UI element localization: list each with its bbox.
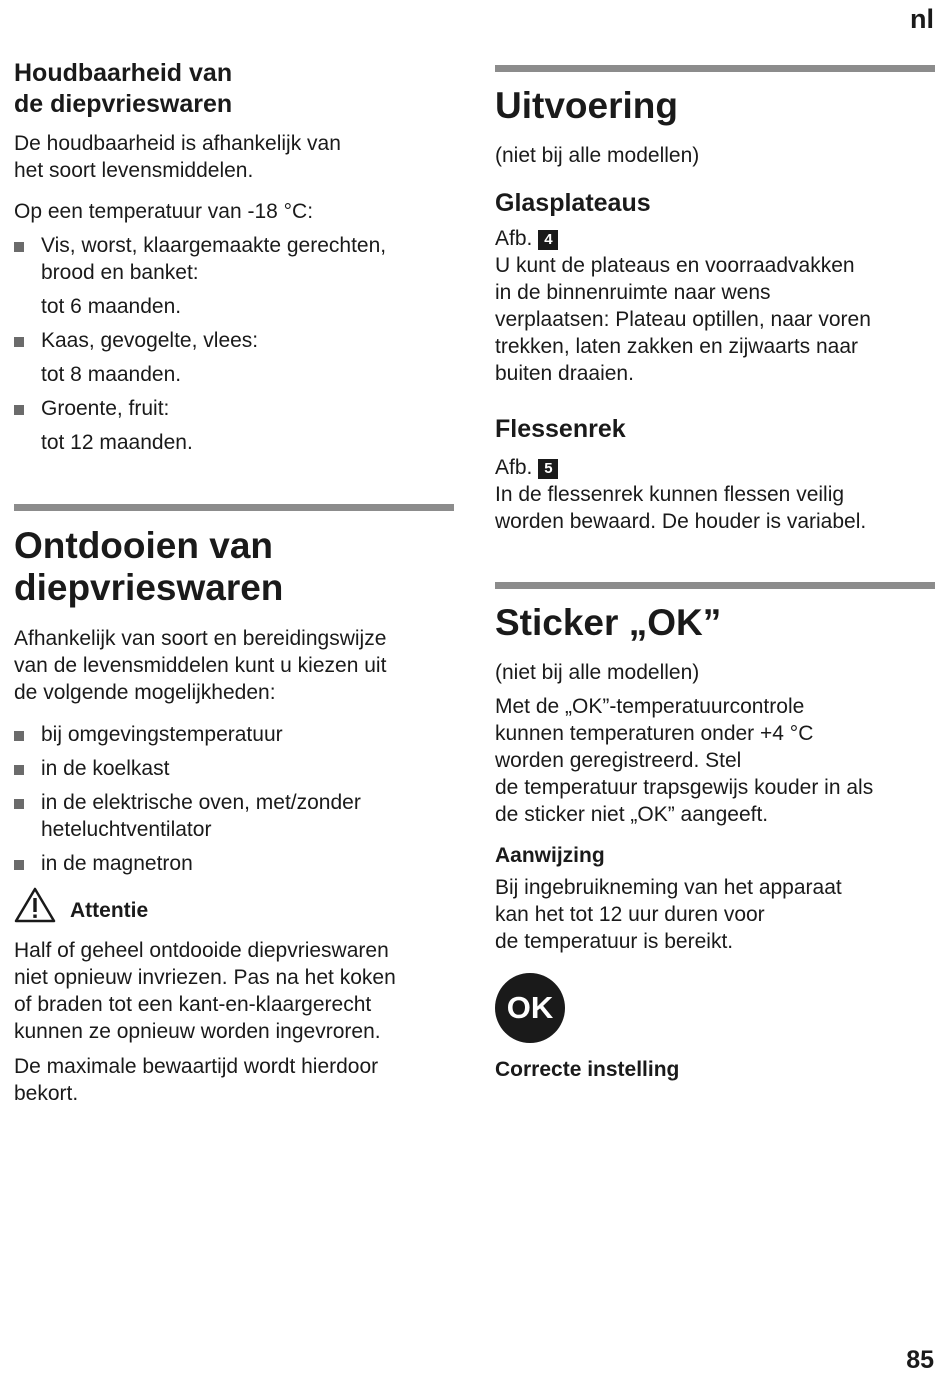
shelf-intro: [14, 130, 454, 184]
text-line: worden geregistreerd. Stel: [495, 749, 742, 772]
section-title-shelf-life: [14, 58, 454, 120]
figure-ref-label: Afb.: [495, 456, 533, 479]
bullet-square-icon: [14, 765, 24, 775]
section-title-uitvoering: Uitvoering: [495, 85, 678, 126]
bullet-square-icon: [14, 405, 24, 415]
title-line: diepvrieswaren: [14, 567, 284, 608]
warning-triangle-icon: [14, 886, 56, 924]
shelf-list: [14, 395, 454, 422]
storage-note: [14, 1053, 454, 1107]
language-label: nl: [910, 4, 934, 34]
text-line: het soort levensmiddelen.: [14, 159, 254, 182]
section-divider: [14, 504, 454, 511]
text-line: bekort.: [14, 1082, 79, 1105]
text-line: de sticker niet „OK” aangeeft.: [495, 803, 769, 826]
section-title-thawing: [14, 525, 454, 609]
figure-ref-label: Afb.: [495, 227, 533, 250]
text-line: niet opnieuw invriezen. Pas na het koken: [14, 966, 396, 989]
text-line: verplaatsen: Plateau optillen, naar voren: [495, 308, 871, 331]
text-line: of braden tot een kant-en-klaargerecht: [14, 993, 372, 1016]
list-item: Groente, fruit:: [14, 395, 454, 422]
sticker-text: [495, 693, 935, 828]
text-line: de temperatuur trapsgewijs kouder in als: [495, 776, 874, 799]
bullet-square-icon: [14, 337, 24, 347]
text-line: kunnen temperaturen onder +4 °C: [495, 722, 814, 745]
text-line: De maximale bewaartijd wordt hierdoor: [14, 1055, 379, 1078]
text-line: kunnen ze opnieuw worden ingevroren.: [14, 1020, 381, 1043]
text-line: de volgende mogelijkheden:: [14, 681, 276, 704]
subsection-title-bottle-rack: Flessenrek: [495, 415, 626, 443]
glass-shelves-text: [495, 252, 935, 387]
left-column: [14, 0, 454, 1107]
right-column: [495, 0, 935, 1083]
text-line: Half of geheel ontdooide diepvrieswaren: [14, 939, 389, 962]
text-line: buiten draaien.: [495, 362, 634, 385]
figure-number-badge: 4: [538, 230, 558, 250]
text-line: de temperatuur is bereikt.: [495, 930, 734, 953]
warning-label: Attentie: [70, 899, 149, 922]
text-line: kan het tot 12 uur duren voor: [495, 903, 765, 926]
list-subtext: tot 12 maanden.: [41, 431, 193, 454]
bottle-rack-text: [495, 481, 935, 535]
list-item: bij omgevingstemperatuur: [14, 721, 454, 748]
text-line: Bij ingebruikneming van het apparaat: [495, 876, 842, 899]
shelf-list: [14, 327, 454, 354]
bullet-square-icon: [14, 731, 24, 741]
section-divider: [495, 65, 935, 72]
thaw-intro: [14, 625, 454, 706]
text-line: trekken, laten zakken en zijwaarts naar: [495, 335, 859, 358]
page-number: 85: [906, 1346, 934, 1374]
temperature-line: Op een temperatuur van -18 °C:: [14, 200, 314, 223]
note-title: Aanwijzing: [495, 844, 605, 867]
bullet-square-icon: [14, 860, 24, 870]
text-line: Met de „OK”-temperatuurcontrole: [495, 695, 805, 718]
section-title-sticker: Sticker „OK”: [495, 602, 722, 643]
list-item: in de magnetron: [14, 850, 454, 877]
list-item: Vis, worst, klaargemaakte gerechten, brood en banket:: [14, 232, 454, 286]
subsection-title-glass-shelves: Glasplateaus: [495, 189, 651, 217]
list-item: in de koelkast: [14, 755, 454, 782]
text-line: Afhankelijk van soort en bereidingswijze: [14, 627, 387, 650]
warning-text: [14, 937, 454, 1045]
title-line: Houdbaarheid van: [14, 59, 233, 87]
text-line: De houdbaarheid is afhankelijk van: [14, 132, 341, 155]
text-line: In de flessenrek kunnen flessen veilig: [495, 483, 845, 506]
section-divider: [495, 582, 935, 589]
title-line: de diepvrieswaren: [14, 90, 233, 118]
figure-number-badge: 5: [538, 459, 558, 479]
text-line: van de levensmiddelen kunt u kiezen uit: [14, 654, 387, 677]
text-line: worden bewaard. De houder is variabel.: [495, 510, 867, 533]
figure-ref: [495, 454, 935, 481]
bullet-square-icon: [14, 799, 24, 809]
ok-caption: Correcte instelling: [495, 1058, 680, 1081]
title-line: Ontdooien van: [14, 525, 273, 566]
thaw-list: [14, 721, 454, 877]
list-subtext: tot 8 maanden.: [41, 363, 182, 386]
bullet-square-icon: [14, 242, 24, 252]
figure-ref: [495, 225, 935, 252]
warning-header: [14, 886, 454, 924]
text-line: U kunt de plateaus en voorraadvakken: [495, 254, 855, 277]
list-item: Kaas, gevogelte, vlees:: [14, 327, 454, 354]
section-subtitle: (niet bij alle modellen): [495, 661, 700, 684]
shelf-list: [14, 232, 454, 286]
section-subtitle: (niet bij alle modellen): [495, 144, 700, 167]
text-line: in de binnenruimte naar wens: [495, 281, 771, 304]
list-item: in de elektrische oven, met/zonder heteluchtventilator: [14, 789, 454, 843]
note-text: [495, 874, 935, 955]
ok-sticker-icon: [495, 973, 565, 1043]
ok-sticker-text: OK: [506, 990, 554, 1025]
list-subtext: tot 6 maanden.: [41, 295, 182, 318]
